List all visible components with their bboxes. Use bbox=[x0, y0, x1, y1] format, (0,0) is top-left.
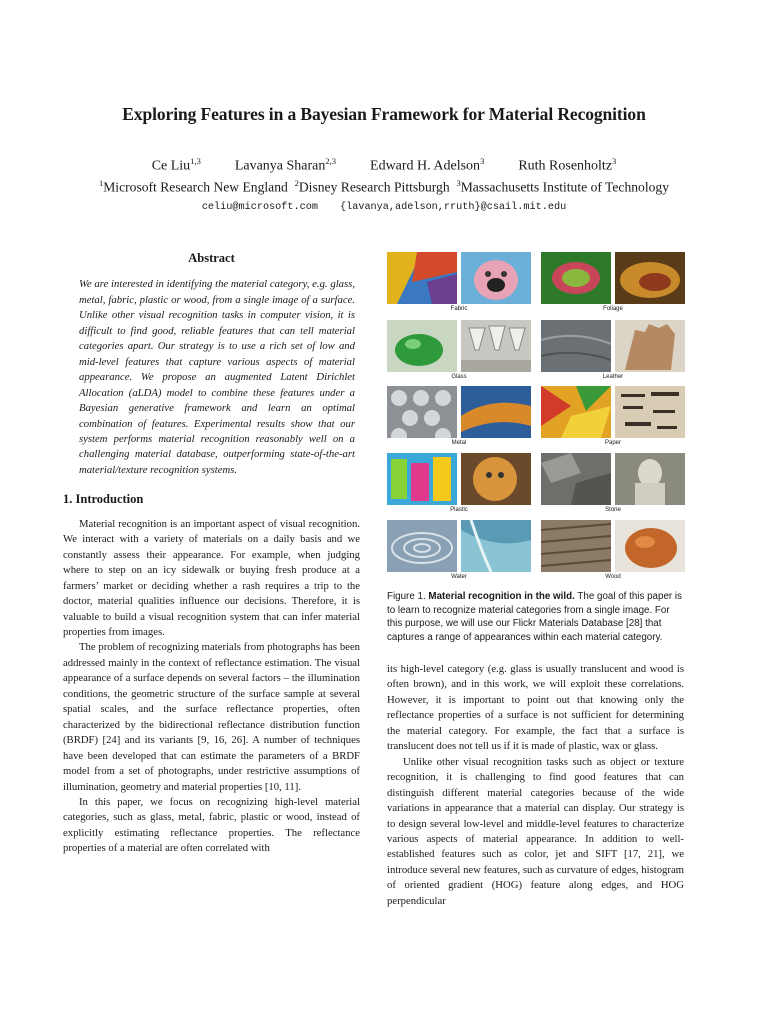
material-label: Plastic bbox=[450, 507, 468, 513]
fabric-image-2 bbox=[461, 252, 531, 304]
water-image-2 bbox=[461, 520, 531, 572]
section-heading: 1. Introduction bbox=[63, 492, 144, 507]
material-label: Metal bbox=[451, 440, 467, 446]
author: Ce Liu$^{1,3}$ bbox=[151, 156, 201, 174]
paper-image-2 bbox=[615, 386, 685, 438]
paper-title: Exploring Features in a Bayesian Framework for Material Recognition bbox=[122, 104, 646, 124]
paragraph: The problem of recognizing materials from photographs has been addressed mainly in the context of reflectance estimation. The visual appearance of a surface depends on several factors – the illumination conditions, the geometric structure of the surface sample at several spatial scales, and the surface reflectance properties, often characterized by the bidirectional reflectance distribution function (BRDF) [24] and its variants [9, 16, 26]. A number of techniques have been developed that can estimate the parameters of a BRDF model from a set of photographs, under restrictive assumptions of illumination, geometry and material properties [10, 11]. bbox=[63, 641, 360, 793]
metal-image-1 bbox=[387, 386, 457, 438]
foliage-image-2 bbox=[615, 252, 685, 304]
foliage-image-1 bbox=[541, 252, 611, 304]
author: Ruth Rosenholtz$^3$ bbox=[518, 156, 617, 174]
email: {lavanya,adelson,rruth}@csail.mit.edu bbox=[339, 202, 567, 213]
author: Lavanya Sharan$^{2,3}$ bbox=[234, 156, 337, 174]
right-column bbox=[387, 662, 684, 909]
author: Edward H. Adelson$^3$ bbox=[370, 156, 485, 174]
paragraph: Material recognition is an important aspect of visual recognition. We interact with a variety of materials on a daily basis and we constantly assess their appearance. For example, when judging where to step on an icy sidewalk or buying fresh produce at a farmers’ market or deciding whether a rash requires a trip to the doctor, material qualities influence our decisions. Therefore, it is valuable to build a visual recognition system that can infer material properties from images. bbox=[63, 517, 360, 638]
stone-image-2 bbox=[615, 453, 685, 505]
material-label: Wood bbox=[605, 574, 621, 580]
paragraph: its high-level category (e.g. glass is usually translucent and wood is often brown), and in this work, we will exploit these correlations. However, it is important to point out that knowing only the reflectance properties of a surface is not sufficient for determining the material category. For example, the fact that a surface is translucent does not tell us if it is made of plastic, wax or glass. bbox=[387, 663, 684, 753]
material-label: Leather bbox=[602, 374, 624, 380]
paragraph: In this paper, we focus on recognizing high-level material categories, such as glass, metal, fabric, plastic or wood, instead of explicitly estimating reflectance properties. The reflectance properties of a material are often correlated with bbox=[63, 795, 360, 855]
email: celiu@microsoft.com bbox=[201, 202, 318, 213]
plastic-image-1 bbox=[387, 453, 457, 505]
wood-image-1 bbox=[541, 520, 611, 572]
abstract-body: We are interested in identifying the material category, e.g. glass, metal, fabric, plastic or wood, from a single image of a surface. Unlike other visual recognition tasks in computer vision, it is difficult to find good, reliable features that can tell material categories apart. Our strategy is to use a rich set of low and mid-level features that capture various aspects of material appearance. We propose an augmented Latent Dirichlet Allocation (aLDA) model to combine these features under a Bayesian generative framework and learn an optimal combination of features. Experimental results show that our system performs material recognition reasonably well on a challenging material database, outperforming state-of-the-art material/texture recognition systems. bbox=[79, 278, 355, 476]
stone-image-1 bbox=[541, 453, 611, 505]
material-label: Fabric bbox=[450, 306, 468, 312]
water-image-1 bbox=[387, 520, 457, 572]
paper-image-1 bbox=[541, 386, 611, 438]
material-label: Foliage bbox=[603, 306, 623, 312]
plastic-image-2 bbox=[461, 453, 531, 505]
affiliation: Microsoft Research New England bbox=[103, 179, 288, 195]
figure-material-grid bbox=[387, 252, 685, 588]
glass-image-2 bbox=[461, 320, 531, 372]
material-label: Water bbox=[451, 574, 467, 580]
left-column bbox=[63, 251, 360, 857]
paragraph: Unlike other visual recognition tasks such as object or texture recognition, it is challenging to find good features that can distinguish different material categories because of the wide variations in appearance that a material can display. Our strategy is to design several low-level and middle-level features to characterize various aspects of material appearance. In addition to well-established features such as color, jet and SIFT [17, 21], we introduce several new features, such as curvature of edges, histogram of oriented gradient (HOG) feature along edges, and HOG perpendicular bbox=[387, 755, 684, 907]
abstract-heading: Abstract bbox=[188, 251, 235, 265]
email-list bbox=[0, 202, 768, 213]
metal-image-2 bbox=[461, 386, 531, 438]
fabric-image-1 bbox=[387, 252, 457, 304]
wood-image-2 bbox=[615, 520, 685, 572]
glass-image-1 bbox=[387, 320, 457, 372]
affiliation: Disney Research Pittsburgh bbox=[298, 179, 450, 195]
material-label: Paper bbox=[604, 440, 621, 446]
material-label: Stone bbox=[605, 507, 621, 513]
figure-caption: Figure 1. Material recognition in the wild. The goal of this paper is to learn to recognize material categories from a single image. For this purpose, we will use our Flickr Materials Database [28] that captures a range of appearances within each material category. bbox=[387, 591, 682, 643]
leather-image-2 bbox=[615, 320, 685, 372]
author-list bbox=[0, 156, 768, 175]
affiliation: Massachusetts Institute of Technology bbox=[460, 179, 670, 195]
affiliation-list: $^1$Microsoft Research New England $^2$Disney Research Pittsburgh $^3$Massachusetts Institute of Technology bbox=[98, 178, 670, 195]
leather-image-1 bbox=[541, 320, 611, 372]
material-label: Glass bbox=[451, 374, 467, 380]
